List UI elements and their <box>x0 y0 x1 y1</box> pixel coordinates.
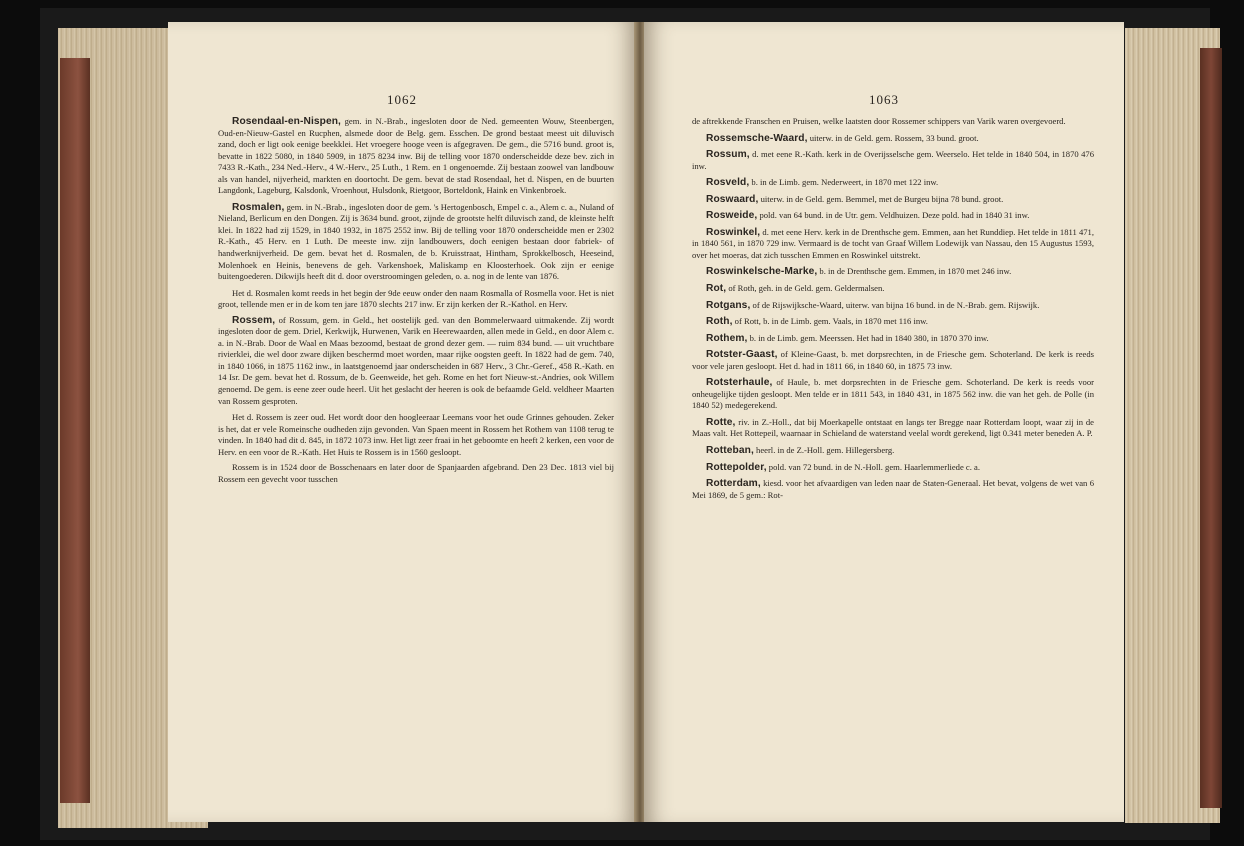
entry-headword: Rotteban, <box>706 445 754 457</box>
dictionary-entry <box>692 445 1094 457</box>
dictionary-entry <box>692 227 1094 262</box>
entry-headword: Roth, <box>706 316 733 328</box>
dictionary-entry <box>692 478 1094 501</box>
entry-text: of Roth, geh. in de Geld. gem. Geldermalsen. <box>726 283 885 294</box>
entry-headword: Rosweide, <box>706 210 758 222</box>
dictionary-entry <box>218 116 614 197</box>
entry-headword: Rotgans, <box>706 299 751 311</box>
entry-text: b. in de Drenthsche gem. Emmen, in 1870 met 246 inw. <box>817 266 1012 277</box>
dictionary-entry <box>692 462 1094 474</box>
dictionary-entry <box>692 133 1094 145</box>
entry-text: Het d. Rosmalen komt reeds in het begin der 9de eeuw onder den naam Rosmalla of Rosmella voor. Het is niet groot, tellende men er in de kom ten jare 1870 slechts 217 inw. Er zijn kerken der R.-Kathol. en Herv. <box>218 287 614 310</box>
entry-text: riv. in Z.-Holl., dat bij Moerkapelle ontstaat en langs ter Bregge naar Rotterdam loopt, waar zij in de Maas valt. Het Rottepeil, waarnaar in Schieland de waterstand veelal wordt gerekend, ligt 0.341 meter beneden A. P. <box>692 416 1094 439</box>
page-number: 1062 <box>387 92 417 107</box>
entry-text: de aftrekkende Franschen en Pruisen, welke laatsten door Rossemer schippers van Varik waren overgevoerd. <box>692 116 1066 126</box>
paragraph <box>218 462 614 485</box>
left-page-text <box>218 116 614 489</box>
entry-headword: Rotsterhaule, <box>706 377 773 389</box>
entry-headword: Roswinkel, <box>706 226 761 238</box>
dictionary-entry <box>692 177 1094 189</box>
entry-text: b. in de Limb. gem. Nederweert, in 1870 met 122 inw. <box>749 177 939 188</box>
paragraph <box>218 412 614 458</box>
page-number: 1063 <box>869 92 899 107</box>
entry-headword: Rothem, <box>706 332 748 344</box>
entry-headword: Rotte, <box>706 416 736 428</box>
entry-headword: Roswinkelsche-Marke, <box>706 266 818 278</box>
dictionary-entry <box>692 349 1094 372</box>
entry-text: pold. van 64 bund. in de Utr. gem. Veldhuizen. Deze pold. had in 1840 31 inw. <box>757 210 1030 221</box>
entry-text: b. in de Limb. gem. Meerssen. Het had in 1840 380, in 1870 370 inw. <box>747 332 989 343</box>
entry-headword: Rottepolder, <box>706 461 767 473</box>
dictionary-entry <box>692 300 1094 312</box>
entry-headword: Rossem, <box>232 314 276 326</box>
entry-text: of Rossum, gem. in Geld., het oostelijk ged. van den Bommelerwaard uitmakende. Zij wordt ingesloten door de gem. Driel, Kerkwijk, Hurwenen, Varik en Heerewaarden, allen mede in Geld., en door Alem c. a. in N.-Brab. Door de Waal en Maas bezoomd, bestaat de grond dezer gem. — ruim 834 bund. — uit vruchtbare rivierklei, die wel door zware dijken beschermd moet worden, maar rijke oogsten geeft. In 1822 had de gem. 740, in 1840 1066, in 1875 1162 inw., in laatstgenoemd jaar onderscheiden in 687 Herv., 3 Chr.-Geref., 458 R.-Kath. en 14 Isr. De gem. bevat het d. Rossum, de b. Geenweide, het geh. Rome en het fort Nieuw-st.-Andries, ook Willem genoemd. De gem. is eene zeer oude heerl. Uit het geslacht der heeren is ook de befaamde Geld. veldheer Maarten van Rossem gesproten. <box>218 314 614 406</box>
entry-text: uiterw. in de Geld. gem. Bemmel, met de Burgeu bijna 78 bund. groot. <box>758 193 1004 204</box>
entry-text: d. met eene R.-Kath. kerk in de Overijsselsche gem. Weerselo. Het telde in 1840 504, in 1870 476 inw. <box>692 149 1094 171</box>
left-page <box>168 22 636 822</box>
dictionary-entry <box>692 417 1094 440</box>
entry-headword: Rotterdam, <box>706 478 761 490</box>
entry-text: Rossem is in 1524 door de Bosschenaars en later door de Spanjaarden afgebrand. Den 23 Dec. 1813 viel bij Rossem een gevecht voor tusschen <box>218 462 614 484</box>
entry-headword: Rosmalen, <box>232 201 285 213</box>
entry-text: heerl. in de Z.-Holl. gem. Hillegersberg. <box>753 445 895 456</box>
entry-text: of Rott, b. in de Limb. gem. Vaals, in 1870 met 116 inw. <box>732 316 928 327</box>
entry-text: of Kleine-Gaast, b. met dorpsrechten, in de Friesche gem. Schoterland. De kerk is reeds voor vele jaren gesloopt. Het d. had in 1811 66, in 1840 60, in 1875 73 inw. <box>692 349 1094 371</box>
dictionary-entry <box>692 210 1094 222</box>
entry-text: kiesd. voor het afvaardigen van leden naar de Staten-Generaal. Het bevat, volgens de wet van 6 Mei 1869, de 5 gem.: Rot- <box>692 478 1094 500</box>
entry-text: pold. van 72 bund. in de N.-Holl. gem. Haarlemmerliede c. a. <box>766 461 980 472</box>
dictionary-entry <box>692 194 1094 206</box>
entry-headword: Rot, <box>706 283 727 295</box>
book-cover-left <box>60 58 90 803</box>
entry-text: Het d. Rossem is zeer oud. Het wordt door den hoogleeraar Leemans voor het oude Grinnes gehouden. Zeker is het, dat er vele Romeinsche oudheden zijn gevonden. Van Spaen meent in Rossem het Rothem van 1108 terug te vinden. In 1840 had dit d. 845, in 1872 1073 inw. Het ligt zeer fraai in het geboomte en heeft 2 kerken, een voor de Herv. en een voor de R.-Kath. Het Huis te Rossem is in 1560 gesloopt. <box>218 412 614 457</box>
entry-headword: Rosendaal-en-Nispen, <box>232 116 341 127</box>
paragraph <box>692 116 1094 128</box>
right-page-text <box>692 116 1094 506</box>
entry-text: gem. in N.-Brab., ingesloten door de gem. 's Hertogenbosch, Empel c. a., Alem c. a., Nuland of Nieland, Berlicum en den Dongen. Zij is 3634 bund. groot, zijnde de grootste helft diluvisch zand, de kleinste helft klei. In 1822 had zij 1529, in 1840 1932, in 1875 2552 inw. Bij de telling voor 1870 onderscheidde men er 2302 R.-Kath., 45 Herv. en 1 Luth. De meeste inw. zijn landbouwers, doch eenigen bestaan door fabriek- of handwerknijverheid. De gem. bevat het d. Rosmalen, de b. Kruisstraat, Hintham, Sprokkelbosch, Heeseind, Molenhoek en Heinis, benevens de geh. Varkenshoek, Maliskamp en Kloosterhoek. Ook zijn er eenige buitengoederen. Dikwijls heeft dit d. door overstroomingen geleden, o. a. nog in de lente van 1876. <box>218 201 614 282</box>
dictionary-entry <box>692 266 1094 278</box>
dictionary-entry <box>218 202 614 283</box>
entry-headword: Rotster-Gaast, <box>706 349 778 361</box>
entry-headword: Rosveld, <box>706 177 750 189</box>
book-cover-right <box>1200 48 1222 808</box>
entry-text: d. met eene Herv. kerk in de Drenthsche gem. Emmen, aan het Runddiep. Het telde in 1811 471, in 1840 561, in 1870 729 inw. Vermaard is de tocht van Graaf Willem Lodewijk van Nassau, den 15 Augustus 1593, over het moeras, dat zich tusschen Emmen en Roswinkel uitstrekt. <box>692 226 1094 260</box>
entry-headword: Rossemsche-Waard, <box>706 132 808 144</box>
entry-text: uiterw. in de Geld. gem. Rossem, 33 bund. groot. <box>807 132 979 143</box>
dictionary-entry <box>692 377 1094 412</box>
paragraph <box>218 288 614 311</box>
entry-text: of de Rijswijksche-Waard, uiterw. van bijna 16 bund. in de N.-Brab. gem. Rijswijk. <box>750 299 1040 310</box>
dictionary-entry <box>692 316 1094 328</box>
entry-text: gem. in N.-Brab., ingesloten door de Ned. gemeenten Wouw, Steenbergen, Oud-en-Nieuw-Gastel en Rucphen, alsmede door de Belg. gem. Esschen. De grond bestaat meest uit diluvisch zand, doch er ligt ook eenige beekklei. Het vroegere hooge veen is afgegraven. De gem., die 5716 bund. groot is, bevatte in 1822 5080, in 1840 5909, in 1875 8234 inw. Bij de telling voor 1870 onderscheidde deze bev. zich in 7433 R.-Kath., 234 Ned.-Herv., 4 W.-Herv., 25 Luth., 1 Rem. en 1 ongenoemde. Zij bestaan zoowel van landbouw als van handel, nijverheid, markten en doortocht. De gem. bevat de stad Rosendaal, het d. Nispen, en de buurten Langdonk, Lageburg, Kalsdonk, Vroenhout, Hulsdonk, Rietgoor, Borteldonk, Haink en Vinkenbroek. <box>218 116 614 196</box>
entry-headword: Rossum, <box>706 149 750 161</box>
dictionary-entry <box>692 333 1094 345</box>
dictionary-entry <box>692 149 1094 172</box>
entry-headword: Roswaard, <box>706 193 759 205</box>
dictionary-entry <box>218 315 614 407</box>
entry-text: of Haule, b. met dorpsrechten in de Friesche gem. Schoterland. De kerk is reeds voor onheugelijke tijden gesloopt. Men telde er in 1811 543, in 1840 431, in 1875 562 inw. die van het geh. de Polle (in 1840 52) medegerekend. <box>692 377 1094 411</box>
dictionary-entry <box>692 283 1094 295</box>
right-page <box>644 22 1124 822</box>
